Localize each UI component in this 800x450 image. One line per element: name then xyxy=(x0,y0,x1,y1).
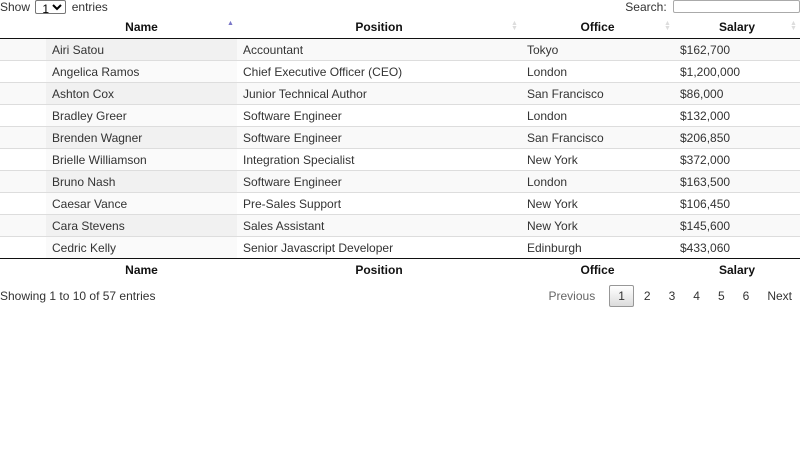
cell-name: Ashton Cox xyxy=(46,83,237,105)
table-row[interactable] xyxy=(0,61,800,83)
table-body xyxy=(0,39,800,259)
table-controls xyxy=(0,0,800,16)
row-control-cell xyxy=(0,171,46,193)
page-button-5[interactable]: 5 xyxy=(717,289,725,303)
cell-position: Integration Specialist xyxy=(237,149,521,171)
page-button-6[interactable]: 6 xyxy=(742,289,750,303)
length-suffix: entries xyxy=(71,0,108,14)
table-info: Showing 1 to 10 of 57 entries xyxy=(0,289,156,303)
previous-button[interactable]: Previous xyxy=(548,289,596,303)
cell-name: Caesar Vance xyxy=(46,193,237,215)
cell-name: Airi Satou xyxy=(46,39,237,61)
cell-name: Angelica Ramos xyxy=(46,61,237,83)
cell-office: San Francisco xyxy=(521,127,674,149)
cell-office: New York xyxy=(521,215,674,237)
page-button-3[interactable]: 3 xyxy=(668,289,676,303)
cell-position: Software Engineer xyxy=(237,127,521,149)
table-row[interactable] xyxy=(0,105,800,127)
column-header-salary[interactable]: Salary ▲ ▼ xyxy=(674,16,800,39)
sort-asc-icon: ▲ xyxy=(227,20,234,27)
pagination xyxy=(539,285,800,307)
cell-salary: $1,200,000 xyxy=(674,61,800,83)
cell-salary: $86,000 xyxy=(674,83,800,105)
cell-position: Sales Assistant xyxy=(237,215,521,237)
cell-office: San Francisco xyxy=(521,83,674,105)
table-row[interactable] xyxy=(0,83,800,105)
cell-salary: $372,000 xyxy=(674,149,800,171)
cell-office: Tokyo xyxy=(521,39,674,61)
search-input[interactable] xyxy=(673,0,800,13)
cell-name: Bradley Greer xyxy=(46,105,237,127)
row-control-cell xyxy=(0,193,46,215)
length-menu xyxy=(0,0,108,14)
cell-position: Junior Technical Author xyxy=(237,83,521,105)
cell-position: Chief Executive Officer (CEO) xyxy=(237,61,521,83)
footer-position: Position xyxy=(237,259,521,282)
page-button-4[interactable]: 4 xyxy=(693,289,700,303)
cell-position: Pre-Sales Support xyxy=(237,193,521,215)
cell-salary: $132,000 xyxy=(674,105,800,127)
row-control-cell xyxy=(0,61,46,83)
table-row[interactable] xyxy=(0,237,800,259)
cell-position: Senior Javascript Developer xyxy=(237,237,521,259)
row-control-cell xyxy=(0,127,46,149)
row-control-cell xyxy=(0,105,46,127)
sort-both-icon: ▲ ▼ xyxy=(511,20,518,32)
cell-office: London xyxy=(521,61,674,83)
page-button-2[interactable]: 2 xyxy=(643,289,651,303)
page-button-1[interactable]: 1 xyxy=(609,285,634,307)
column-header-name[interactable]: Name ▲ xyxy=(46,16,237,39)
cell-salary: $145,600 xyxy=(674,215,800,237)
next-button[interactable]: Next xyxy=(767,289,792,303)
row-control-cell xyxy=(0,237,46,259)
cell-position: Software Engineer xyxy=(237,105,521,127)
footer-name: Name xyxy=(46,259,237,282)
cell-salary: $206,850 xyxy=(674,127,800,149)
row-control-cell xyxy=(0,39,46,61)
cell-name: Brielle Williamson xyxy=(46,149,237,171)
row-control-cell xyxy=(0,215,46,237)
search-label: Search: xyxy=(625,0,667,14)
table-row[interactable] xyxy=(0,127,800,149)
footer-row xyxy=(0,259,800,282)
cell-salary: $163,500 xyxy=(674,171,800,193)
footer-office: Office xyxy=(521,259,674,282)
table-row[interactable] xyxy=(0,149,800,171)
cell-name: Cara Stevens xyxy=(46,215,237,237)
cell-office: New York xyxy=(521,149,674,171)
column-header-office[interactable]: Office ▲ ▼ xyxy=(521,16,674,39)
page-length-select[interactable] xyxy=(35,0,66,14)
cell-position: Accountant xyxy=(237,39,521,61)
sort-both-icon: ▲ ▼ xyxy=(664,20,671,32)
length-prefix: Show xyxy=(0,0,31,14)
sort-both-icon: ▲ ▼ xyxy=(790,20,797,32)
column-header-position[interactable]: Position ▲ ▼ xyxy=(237,16,521,39)
cell-office: London xyxy=(521,105,674,127)
search-filter xyxy=(625,0,800,14)
cell-office: Edinburgh xyxy=(521,237,674,259)
table-row[interactable] xyxy=(0,39,800,61)
row-control-cell xyxy=(0,149,46,171)
cell-name: Brenden Wagner xyxy=(46,127,237,149)
header-row xyxy=(0,16,800,39)
cell-office: London xyxy=(521,171,674,193)
cell-name: Cedric Kelly xyxy=(46,237,237,259)
cell-salary: $433,060 xyxy=(674,237,800,259)
footer-control xyxy=(0,259,46,282)
data-table xyxy=(0,16,800,281)
table-row[interactable] xyxy=(0,215,800,237)
cell-position: Software Engineer xyxy=(237,171,521,193)
cell-salary: $162,700 xyxy=(674,39,800,61)
table-row[interactable] xyxy=(0,193,800,215)
cell-salary: $106,450 xyxy=(674,193,800,215)
footer-salary: Salary xyxy=(674,259,800,282)
table-row[interactable] xyxy=(0,171,800,193)
cell-office: New York xyxy=(521,193,674,215)
column-header-control xyxy=(0,16,46,39)
cell-name: Bruno Nash xyxy=(46,171,237,193)
row-control-cell xyxy=(0,83,46,105)
